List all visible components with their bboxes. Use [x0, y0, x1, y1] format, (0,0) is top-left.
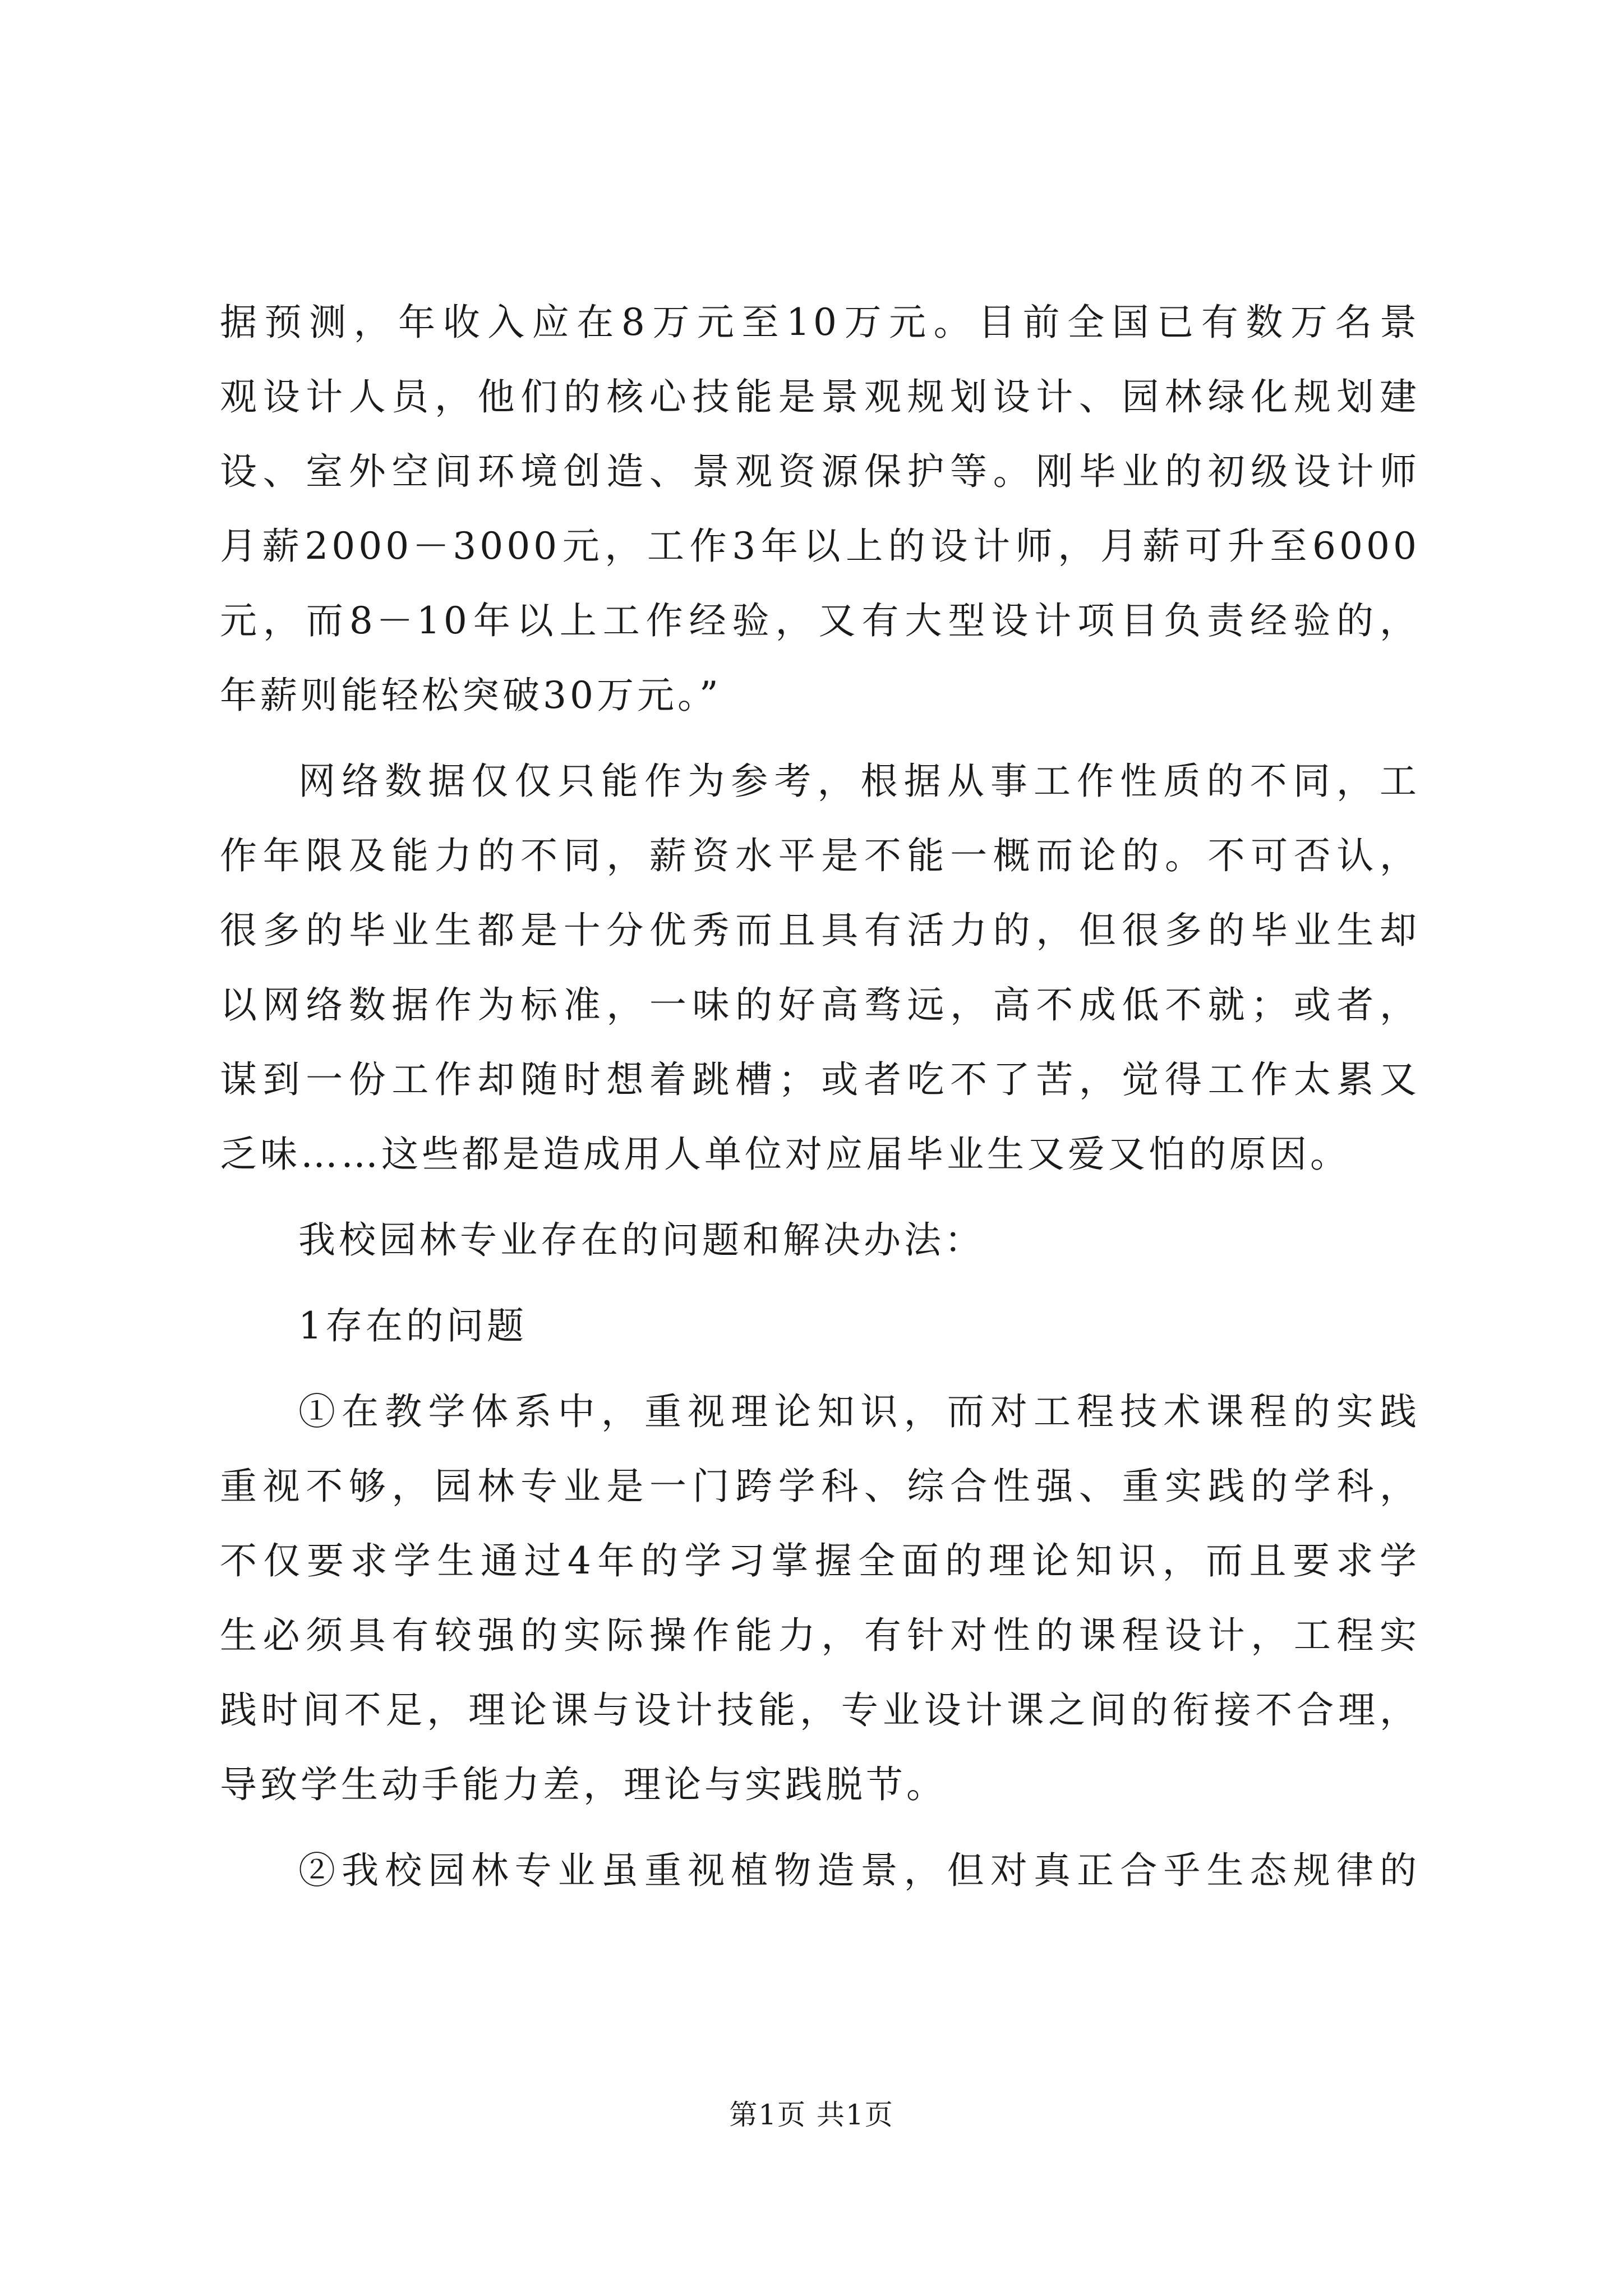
text-line: 生必须具有较强的实际操作能力，有针对性的课程设计，工程实: [220, 1614, 1420, 1657]
text-line: 不仅要求学生通过4年的学习掌握全面的理论知识，而且要求学: [220, 1539, 1420, 1582]
text-line: 谋到一份工作却随时想着跳槽；或者吃不了苦，觉得工作太累又: [220, 1058, 1420, 1101]
paragraph: [220, 744, 1420, 1191]
text-line: 践时间不足，理论课与设计技能，专业设计课之间的衔接不合理，: [220, 1688, 1420, 1732]
page-footer: 第1页 共1页: [729, 2099, 894, 2131]
text-line: 以网络数据作为标准，一味的好高骛远，高不成低不就；或者，: [220, 983, 1420, 1027]
document-body: [220, 285, 1420, 1908]
paragraph: [220, 1203, 1420, 1277]
text-line: 乏味……这些都是造成用人单位对应届毕业生又爱又怕的原因。: [220, 1133, 1350, 1176]
text-line: 1存在的问题: [298, 1304, 527, 1347]
text-line: 很多的毕业生都是十分优秀而且具有活力的，但很多的毕业生却: [220, 909, 1420, 952]
text-line: ②我校园林专业虽重视植物造景，但对真正合乎生态规律的: [298, 1849, 1420, 1892]
text-line: ①在教学体系中，重视理论知识，而对工程技术课程的实践: [298, 1390, 1420, 1433]
text-line: 据预测，年收入应在8万元至10万元。目前全国已有数万名景: [220, 301, 1420, 344]
paragraph: [220, 1833, 1420, 1908]
paragraph: [220, 1374, 1420, 1822]
text-line: 设、室外空间环境创造、景观资源保护等。刚毕业的初级设计师: [220, 450, 1420, 493]
text-line: 元，而8－10年以上工作经验，又有大型设计项目负责经验的，: [220, 599, 1420, 642]
text-line: 重视不够，园林专业是一门跨学科、综合性强、重实践的学科，: [220, 1465, 1420, 1508]
text-line: 导致学生动手能力差，理论与实践脱节。: [220, 1763, 947, 1806]
text-line: 网络数据仅仅只能作为参考，根据从事工作性质的不同，工: [298, 760, 1420, 803]
text-line: 我校园林专业存在的问题和解决办法：: [298, 1218, 985, 1262]
section-heading: [220, 1289, 1420, 1363]
text-line: 月薪2000－3000元，工作3年以上的设计师，月薪可升至6000: [220, 524, 1420, 568]
text-line: 观设计人员，他们的核心技能是景观规划设计、园林绿化规划建: [220, 375, 1420, 418]
text-line: 作年限及能力的不同，薪资水平是不能一概而论的。不可否认，: [220, 834, 1420, 877]
text-line: 年薪则能轻松突破30万元。”: [220, 674, 722, 717]
paragraph: [220, 285, 1420, 733]
